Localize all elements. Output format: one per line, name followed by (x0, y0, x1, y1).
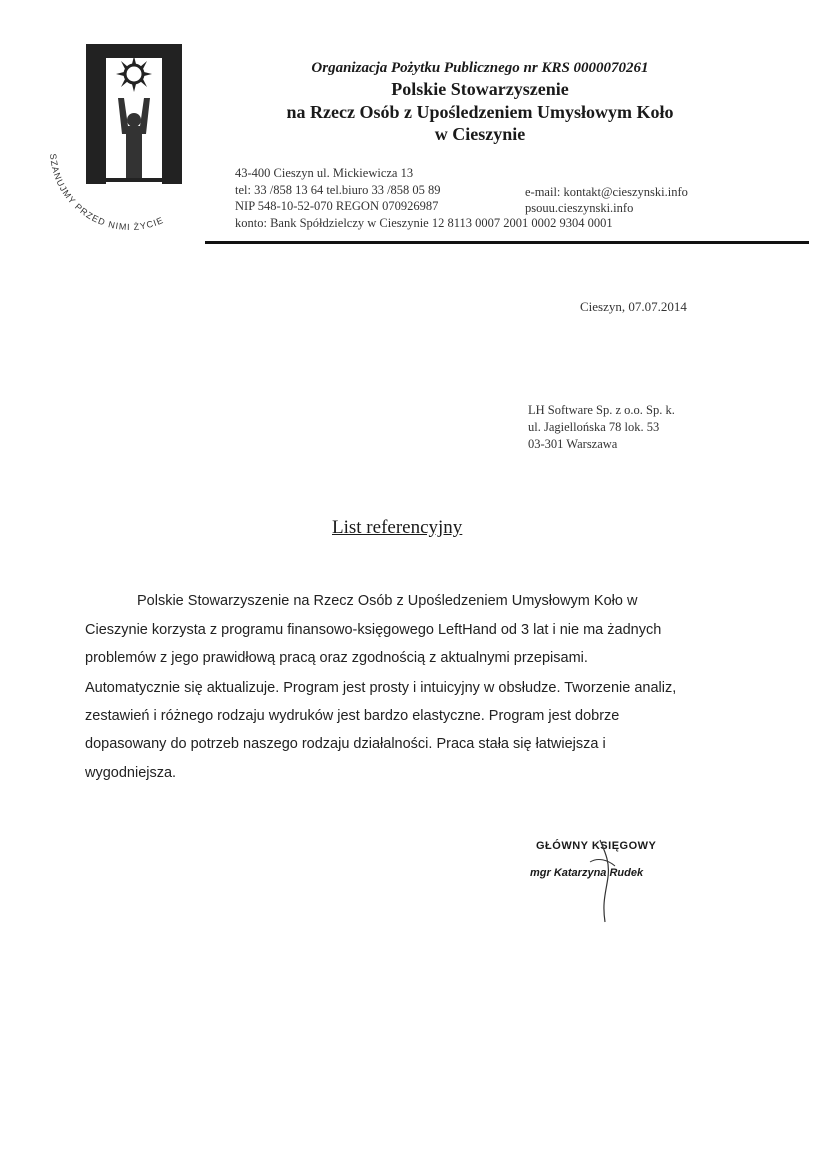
bank-account-line: konto: Bank Spółdzielczy w Cieszynie 12 8113 0007 2001 0002 9304 0001 (235, 216, 613, 230)
org-name-line3: w Cieszynie (434, 124, 526, 144)
letter-title: List referencyjny (332, 517, 463, 538)
org-registration-line: Organizacja Pożytku Publicznego nr KRS 0000070261 (311, 60, 649, 76)
email-line: e-mail: kontakt@cieszynski.info (525, 185, 688, 199)
body-line: wygodniejsza. (85, 765, 177, 781)
svg-text:SZANUJMY PRZED NIMI ŻYCIE (48, 153, 165, 232)
body-line: Cieszynie korzysta z programu finansowo-księgowego LeftHand od 3 lat i nie ma żadnych (85, 622, 662, 638)
org-name-line1: Polskie Stowarzyszenie (391, 79, 569, 99)
recipient-line1: LH Software Sp. z o.o. Sp. k. (528, 403, 675, 417)
org-name-line2: na Rzecz Osób z Upośledzeniem Umysłowym Koło (286, 102, 674, 122)
recipient-line2: ul. Jagiellońska 78 lok. 53 (528, 420, 660, 434)
body-line: Automatycznie się aktualizuje. Program jest prosty i intuicyjny w obsłudze. Tworzenie analiz, (85, 680, 677, 696)
recipient-line3: 03-301 Warszawa (528, 437, 618, 451)
handwritten-signature (560, 832, 670, 932)
header-divider (205, 241, 809, 244)
letter-date: Cieszyn, 07.07.2014 (580, 299, 687, 314)
logo-text: SZANUJMY PRZED NIMI ŻYCIE (48, 153, 166, 233)
body-line: problemów z jego prawidłową pracą oraz zgodnością z aktualnymi przepisami. (85, 650, 588, 666)
signature-name: mgr Katarzyna Rudek (530, 867, 644, 879)
signature-role: GŁÓWNY KSIĘGOWY (536, 840, 657, 852)
website-line: psouu.cieszynski.info (525, 201, 634, 215)
body-line: dopasowany do potrzeb naszego rodzaju działalności. Praca stała się łatwiejsza i (85, 736, 606, 752)
nip-regon-line: NIP 548-10-52-070 REGON 070926987 (235, 199, 439, 213)
phone-line: tel: 33 /858 13 64 tel.biuro 33 /858 05 89 (235, 183, 441, 197)
body-line: Polskie Stowarzyszenie na Rzecz Osób z Upośledzeniem Umysłowym Koło w (137, 593, 638, 609)
address-line: 43-400 Cieszyn ul. Mickiewicza 13 (235, 166, 414, 180)
body-line: zestawień i różnego rodzaju wydruków jest bardzo elastyczne. Program jest dobrze (85, 708, 620, 724)
organization-logo (40, 38, 220, 238)
